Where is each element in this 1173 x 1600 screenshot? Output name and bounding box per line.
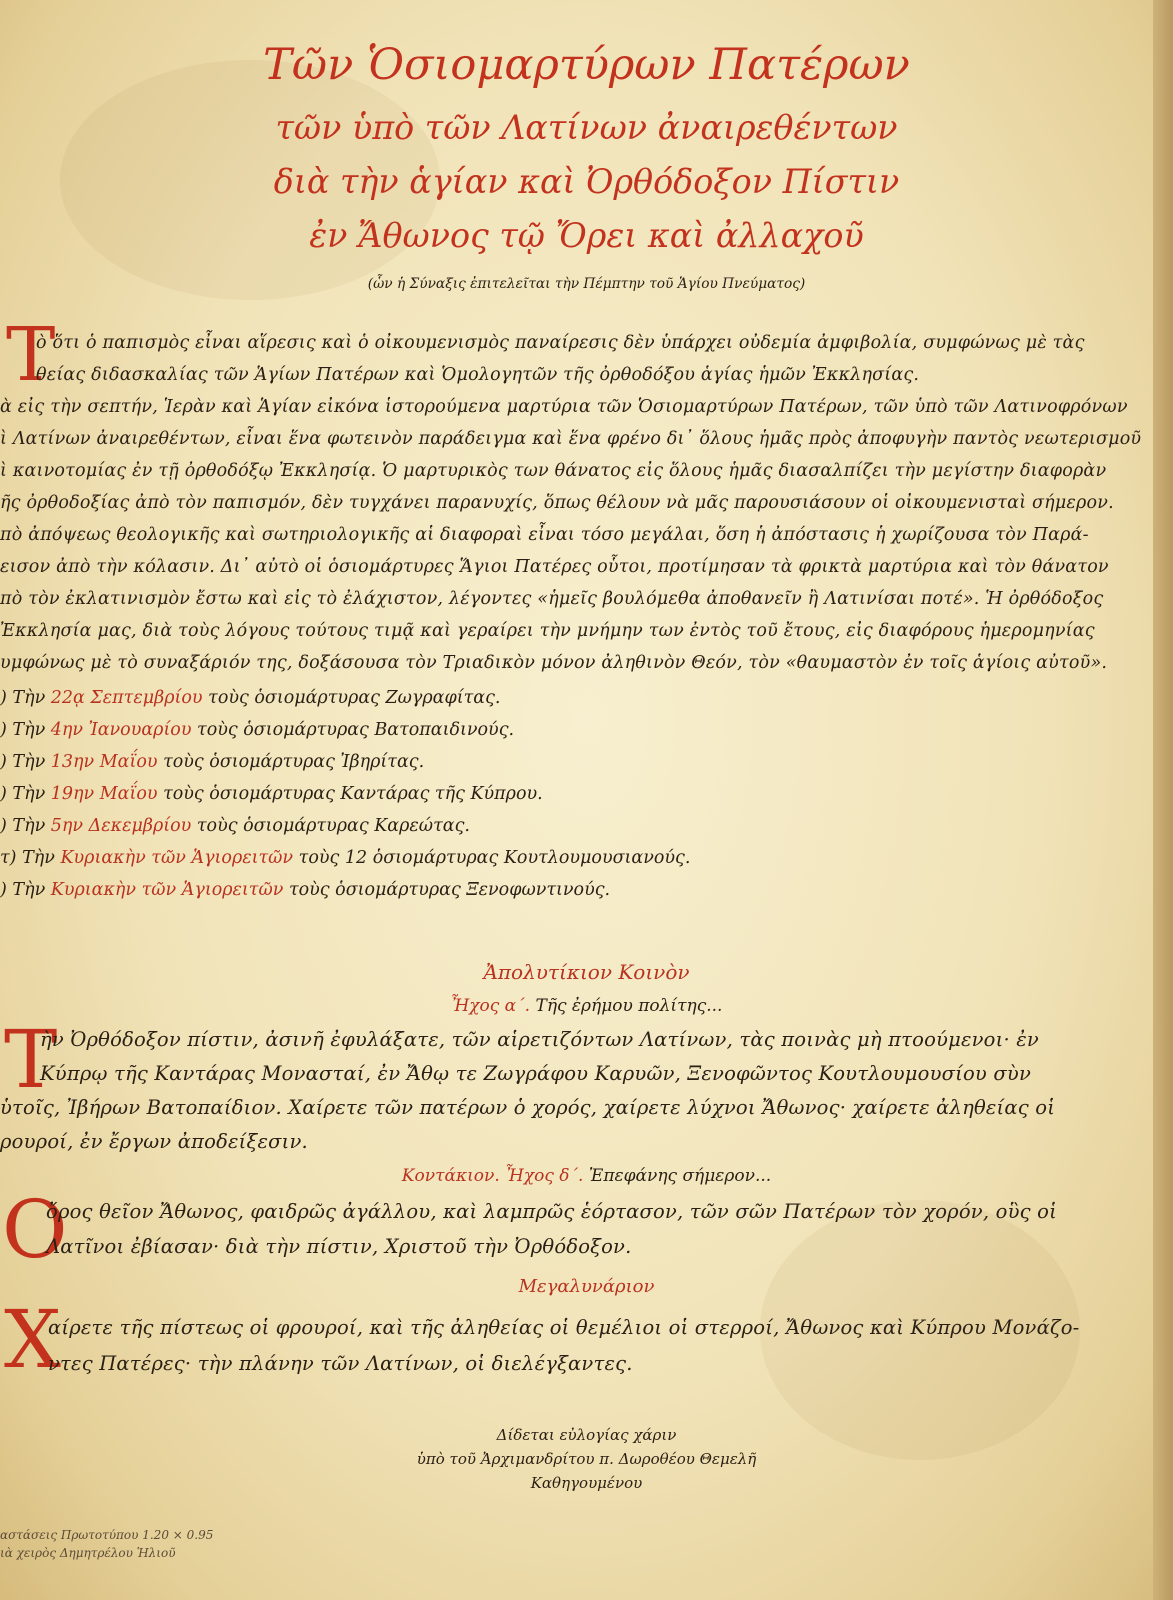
- kontakion-label: Κοντάκιον.: [401, 1166, 500, 1186]
- kontakion-dropcap: Ο: [2, 1183, 68, 1276]
- feast-pre: Τὴν: [12, 784, 51, 804]
- kontakion-mode: Ἦχος δ΄.: [499, 1166, 584, 1186]
- apolytikion-mode-label: Ἦχος α΄.: [450, 996, 531, 1016]
- kontakion-melody: Ἐπεφάνης σήμερον...: [583, 1166, 772, 1186]
- hymn-line: ὄρος θεῖον Ἄθωνος, φαιδρῶς ἀγάλλου, καὶ λαμπρῶς ἑόρτασον, τῶν σῶν Πατέρων τὸν χορόν, οὓς οἱ: [46, 1200, 1057, 1223]
- feast-marker: ): [0, 720, 7, 740]
- footer-line-1: Δίδεται εὐλογίας χάριν: [496, 1426, 677, 1444]
- intro-line: πὸ τὸν ἐκλατινισμὸν ἔστω καὶ εἰς τὸ ἐλάχιστον, λέγοντες «ἡμεῖς βουλόμεθα ἀποθανεῖν ἢ Λατινίσαι ποτέ». Ἡ ὀρθόδοξος: [0, 589, 1104, 609]
- intro-line: ὶ Λατίνων ἀναιρεθέντων, εἶναι ἕνα φωτεινὸν παράδειγμα καὶ ἕνα φρένο δι᾽ ὅλους ἡμᾶς πρὸς ἀποφυγὴν παντὸς νεωτερισμοῦ: [0, 429, 1142, 449]
- feast-marker: τ): [0, 848, 17, 868]
- hymn-line: αίρετε τῆς πίστεως οἱ φρουροί, καὶ τῆς ἀληθείας οἱ θεμέλιοι οἱ στερροί, Ἄθωνος καὶ Κύπρου Μονάζο-: [48, 1316, 1080, 1339]
- feast-pre: Τὴν: [12, 752, 51, 772]
- apolytikion-dropcap: Τ: [4, 1013, 58, 1106]
- feast-item: [0, 848, 690, 868]
- feast-pre: Τὴν: [12, 816, 51, 836]
- hymn-line: ὑτοῖς, Ἰβήρων Βατοπαίδιον. Χαίρετε τῶν πατέρων ὁ χορός, χαίρετε λύχνοι Ἄθωνος· χαίρετε ἀληθείας οἱ: [0, 1096, 1056, 1119]
- feast-item: [0, 816, 470, 836]
- subtitle: (ὧν ἡ Σύναξις ἐπιτελεῖται τὴν Πέμπτην τοῦ Ἁγίου Πνεύματος): [367, 276, 806, 292]
- hymn-line: Κύπρῳ τῆς Καντάρας Μονασταί, ἐν Ἄθῳ τε Ζωγράφου Καρυῶν, Ξενοφῶντος Κουτλουμουσίου σὺν: [40, 1062, 1032, 1085]
- intro-line: Ἐκκλησία μας, διὰ τοὺς λόγους τούτους τιμᾷ καὶ γεραίρει τὴν μνήμην των ἐντὸς τοῦ ἔτους, εἰς διαφόρους ἡμερομηνίας: [0, 621, 1095, 641]
- intro-line: ὶ καινοτομίας ἐν τῇ ὀρθοδόξῳ Ἐκκλησίᾳ. Ὁ μαρτυρικὸς των θάνατος εἰς ὅλους ἡμᾶς διασαλπίζει τὴν μεγίστην διαφορὰν: [0, 461, 1107, 481]
- hymn-line: Λατῖνοι ἐβίασαν· διὰ τὴν πίστιν, Χριστοῦ τὴν Ὀρθόδοξον.: [46, 1235, 632, 1258]
- caption-artist: ιὰ χειρὸς Δημητρέλου Ἡλιοῦ: [0, 1546, 176, 1560]
- feast-item: [0, 752, 424, 772]
- intro-line: ὸ ὅτι ὁ παπισμὸς εἶναι αἵρεσις καὶ ὁ οἰκουμενισμὸς παναίρεσις δὲν ὑπάρχει οὐδεμία ἀμφιβολία, συμφώνως μὲ τὰς: [36, 333, 1085, 353]
- hymn-line: ρουροί, ἐν ἔργων ἀποδείξεσιν.: [0, 1130, 308, 1153]
- title-line-3: διὰ τὴν ἁγίαν καὶ Ὀρθόδοξον Πίστιν: [273, 162, 900, 201]
- feast-text: τοὺς ὁσιομάρτυρας Ἰβηρίτας.: [157, 752, 425, 772]
- feast-date: 13ην Μαΐου: [50, 752, 158, 772]
- feast-item: [0, 688, 500, 708]
- intro-line: εισον ἀπὸ τὴν κόλασιν. Δι᾽ αὐτὸ οἱ ὁσιομάρτυρες Ἅγιοι Πατέρες οὗτοι, προτίμησαν τὰ φρικτὰ μαρτύρια καὶ τὸν θάνατον: [0, 557, 1109, 577]
- feast-pre: Τὴν: [12, 880, 51, 900]
- megalynarion-dropcap: Χ: [4, 1293, 61, 1386]
- feast-marker: ): [0, 752, 7, 772]
- feast-date: 19ην Μαΐου: [50, 784, 158, 804]
- feast-pre: Τὴν: [12, 720, 51, 740]
- feast-pre: Τὴν: [22, 848, 61, 868]
- feast-date: Κυριακὴν τῶν Ἁγιορειτῶν: [60, 848, 294, 868]
- apolytikion-heading: Ἀπολυτίκιον Κοινὸν: [483, 960, 690, 984]
- caption-dimensions: αστάσεις Πρωτοτύπου 1.20 × 0.95: [0, 1528, 214, 1542]
- feast-text: τοὺς ὁσιομάρτυρας Ζωγραφίτας.: [202, 688, 501, 708]
- feast-marker: ): [0, 784, 7, 804]
- feast-date: 22ᾳ Σεπτεμβρίου: [50, 688, 203, 708]
- intro-line: ῆς ὀρθοδοξίας ἀπὸ τὸν παπισμόν, δὲν τυγχάνει παρανυχίς, ὅπως θέλουν νὰ μᾶς παρουσιάσουν οἱ οἰκουμενισταὶ σήμερον.: [0, 493, 1114, 513]
- intro-line: πὸ ἀπόψεως θεολογικῆς καὶ σωτηριολογικῆς αἱ διαφοραὶ εἶναι τόσο μεγάλαι, ὅση ἡ ἀπόστασις ἡ χωρίζουσα τὸν Παρά-: [0, 525, 1089, 545]
- feast-item: [0, 720, 514, 740]
- feast-text: τοὺς 12 ὁσιομάρτυρας Κουτλουμουσιανούς.: [293, 848, 691, 868]
- apolytikion-mode-melody: Τῆς ἐρήμου πολίτης...: [530, 996, 723, 1016]
- title-line-2: τῶν ὑπὸ τῶν Λατίνων ἀναιρεθέντων: [275, 108, 898, 147]
- intro-line: υμφώνως μὲ τὸ συναξάριόν της, δοξάσουσα τὸν Τριαδικὸν μόνον ἀληθινὸν Θεόν, τὸν «θαυμαστὸν ἐν τοῖς ἁγίοις αὐτοῦ».: [0, 653, 1108, 673]
- title-line-4: ἐν Ἄθωνος τῷ Ὄρει καὶ ἀλλαχοῦ: [309, 216, 864, 255]
- feast-text: τοὺς ὁσιομάρτυρας Καντάρας τῆς Κύπρου.: [157, 784, 543, 804]
- feast-date: 5ην Δεκεμβρίου: [50, 816, 192, 836]
- footer-line-2: ὑπὸ τοῦ Ἀρχιμανδρίτου π. Δωροθέου Θεμελῆ: [416, 1450, 757, 1468]
- feast-date: 4ην Ἰανουαρίου: [50, 720, 192, 740]
- intro-line: ὰ εἰς τὴν σεπτήν, Ἱερὰν καὶ Ἁγίαν εἰκόνα ἱστορούμενα μαρτύρια τῶν Ὁσιομαρτύρων Πατέρων, τῶν ὑπὸ τῶν Λατινοφρόνων: [0, 397, 1128, 417]
- hymn-line: ντες Πατέρες· τὴν πλάνην τῶν Λατίνων, οἱ διελέγξαντες.: [48, 1352, 633, 1375]
- intro-dropcap: Τ: [6, 312, 56, 398]
- feast-text: τοὺς ὁσιομάρτυρας Ξενοφωντινούς.: [283, 880, 611, 900]
- feast-text: τοὺς ὁσιομάρτυρας Καρεώτας.: [191, 816, 470, 836]
- hymn-line: ὴν Ὀρθόδοξον πίστιν, ἀσινῆ ἐφυλάξατε, τῶν αἱρετιζόντων Λατίνων, τὰς ποινὰς μὴ πτοούμενοι· ἐν: [40, 1028, 1039, 1051]
- feast-item: [0, 784, 543, 804]
- kontakion-heading: [0, 1166, 1173, 1186]
- apolytikion-mode: [0, 996, 1173, 1016]
- feast-marker: ): [0, 816, 7, 836]
- title-line-1: Τῶν Ὁσιομαρτύρων Πατέρων: [263, 40, 910, 90]
- megalynarion-heading: Μεγαλυνάριον: [518, 1276, 655, 1297]
- feast-date: Κυριακὴν τῶν Ἁγιορειτῶν: [50, 880, 284, 900]
- feast-item: [0, 880, 610, 900]
- feast-marker: ): [0, 688, 7, 708]
- intro-line: θείας διδασκαλίας τῶν Ἁγίων Πατέρων καὶ Ὁμολογητῶν τῆς ὀρθοδόξου ἁγίας ἡμῶν Ἐκκλησίας.: [36, 365, 920, 385]
- feast-marker: ): [0, 880, 7, 900]
- feast-pre: Τὴν: [12, 688, 51, 708]
- footer-line-3: Καθηγουμένου: [530, 1474, 643, 1492]
- feast-text: τοὺς ὁσιομάρτυρας Βατοπαιδινούς.: [191, 720, 515, 740]
